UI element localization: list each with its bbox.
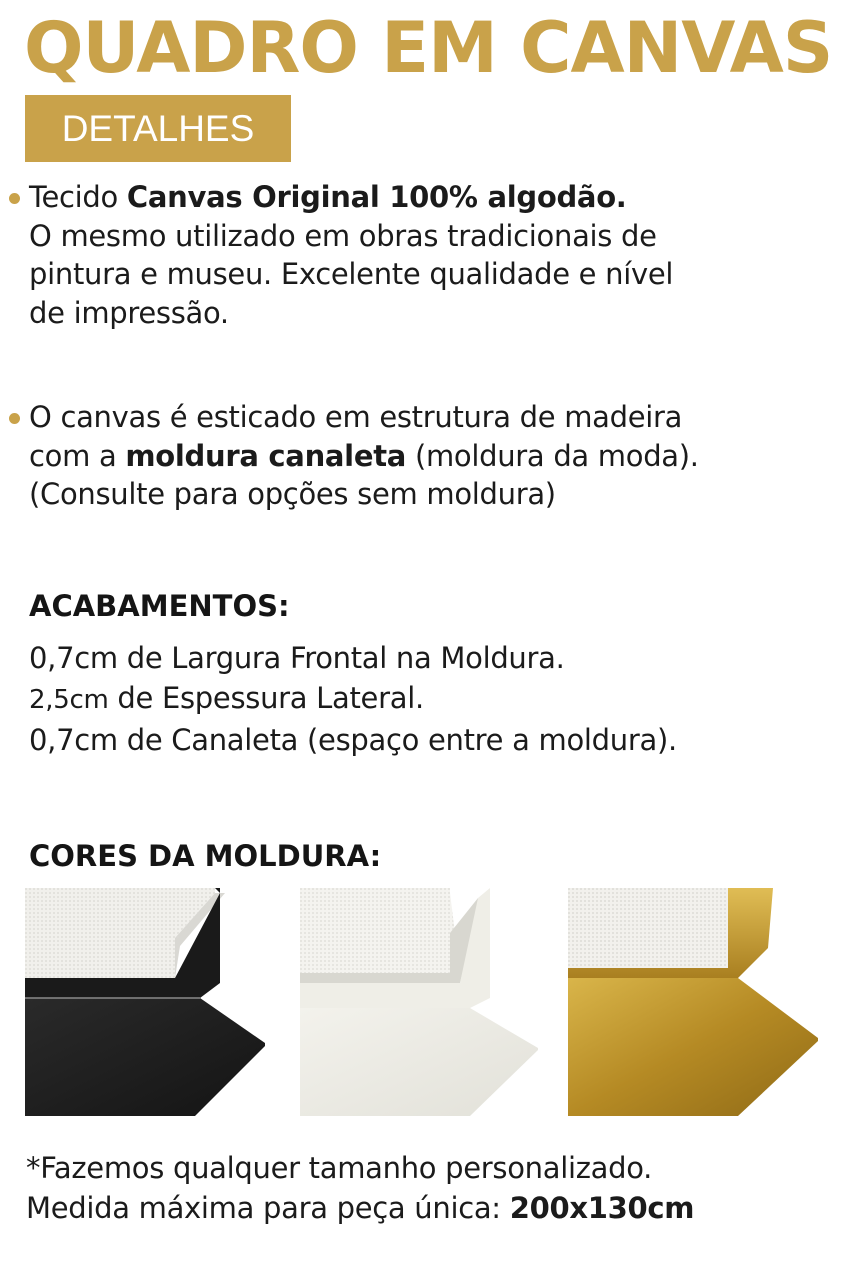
bullet-dot-icon <box>9 193 20 204</box>
bullet-fabric-line-3: pintura e museu. Excelente qualidade e nível <box>29 257 674 291</box>
frame-bold: moldura canaleta <box>125 438 407 473</box>
max-size-value: 200x130cm <box>509 1191 695 1225</box>
footer-line-1: *Fazemos qualquer tamanho personalizado. <box>26 1151 653 1185</box>
bullet-dot-icon <box>9 413 20 424</box>
bullet-fabric-line-1 <box>29 178 834 217</box>
acabamentos-heading: ACABAMENTOS: <box>29 589 290 623</box>
footer-line-2-prefix: Medida máxima para peça única: <box>26 1191 510 1225</box>
spec-line-2-value: 2,5cm <box>29 685 109 715</box>
spec-line-2-text: de Espessura Lateral. <box>108 681 424 715</box>
spec-line-3: 0,7cm de Canaleta (espaço entre a moldura). <box>29 723 677 757</box>
acabamentos-list <box>29 638 834 760</box>
bullet-fabric <box>29 178 834 332</box>
bullet-frame <box>29 398 834 514</box>
fabric-bold: Canvas Original 100% algodão. <box>126 180 627 214</box>
black-frame-swatch <box>25 888 265 1118</box>
cores-heading: CORES DA MOLDURA: <box>29 839 382 873</box>
bullet-frame-line-3: (Consulte para opções sem moldura) <box>29 477 556 511</box>
footer-line-2 <box>26 1188 836 1228</box>
bullet-frame-line-2 <box>29 437 834 476</box>
bullet-fabric-line-4: de impressão. <box>29 295 229 330</box>
bullet-frame-line-1: O canvas é esticado em estrutura de madeira <box>29 400 683 434</box>
details-badge: DETALHES <box>25 95 291 162</box>
spec-line-1: 0,7cm de Largura Frontal na Moldura. <box>29 641 565 675</box>
frame-suffix: (moldura da moda). <box>406 438 699 473</box>
footer-note <box>26 1148 836 1228</box>
page-title: QUADRO EM CANVAS <box>24 7 833 89</box>
gold-frame-swatch <box>568 888 818 1118</box>
bullet-fabric-line-2: O mesmo utilizado em obras tradicionais de <box>29 218 657 253</box>
fabric-prefix: Tecido <box>29 180 127 214</box>
white-frame-swatch <box>300 888 540 1118</box>
frame-color-swatches <box>0 888 848 1120</box>
frame-prefix: com a <box>29 438 126 473</box>
spec-line-2 <box>29 678 834 720</box>
